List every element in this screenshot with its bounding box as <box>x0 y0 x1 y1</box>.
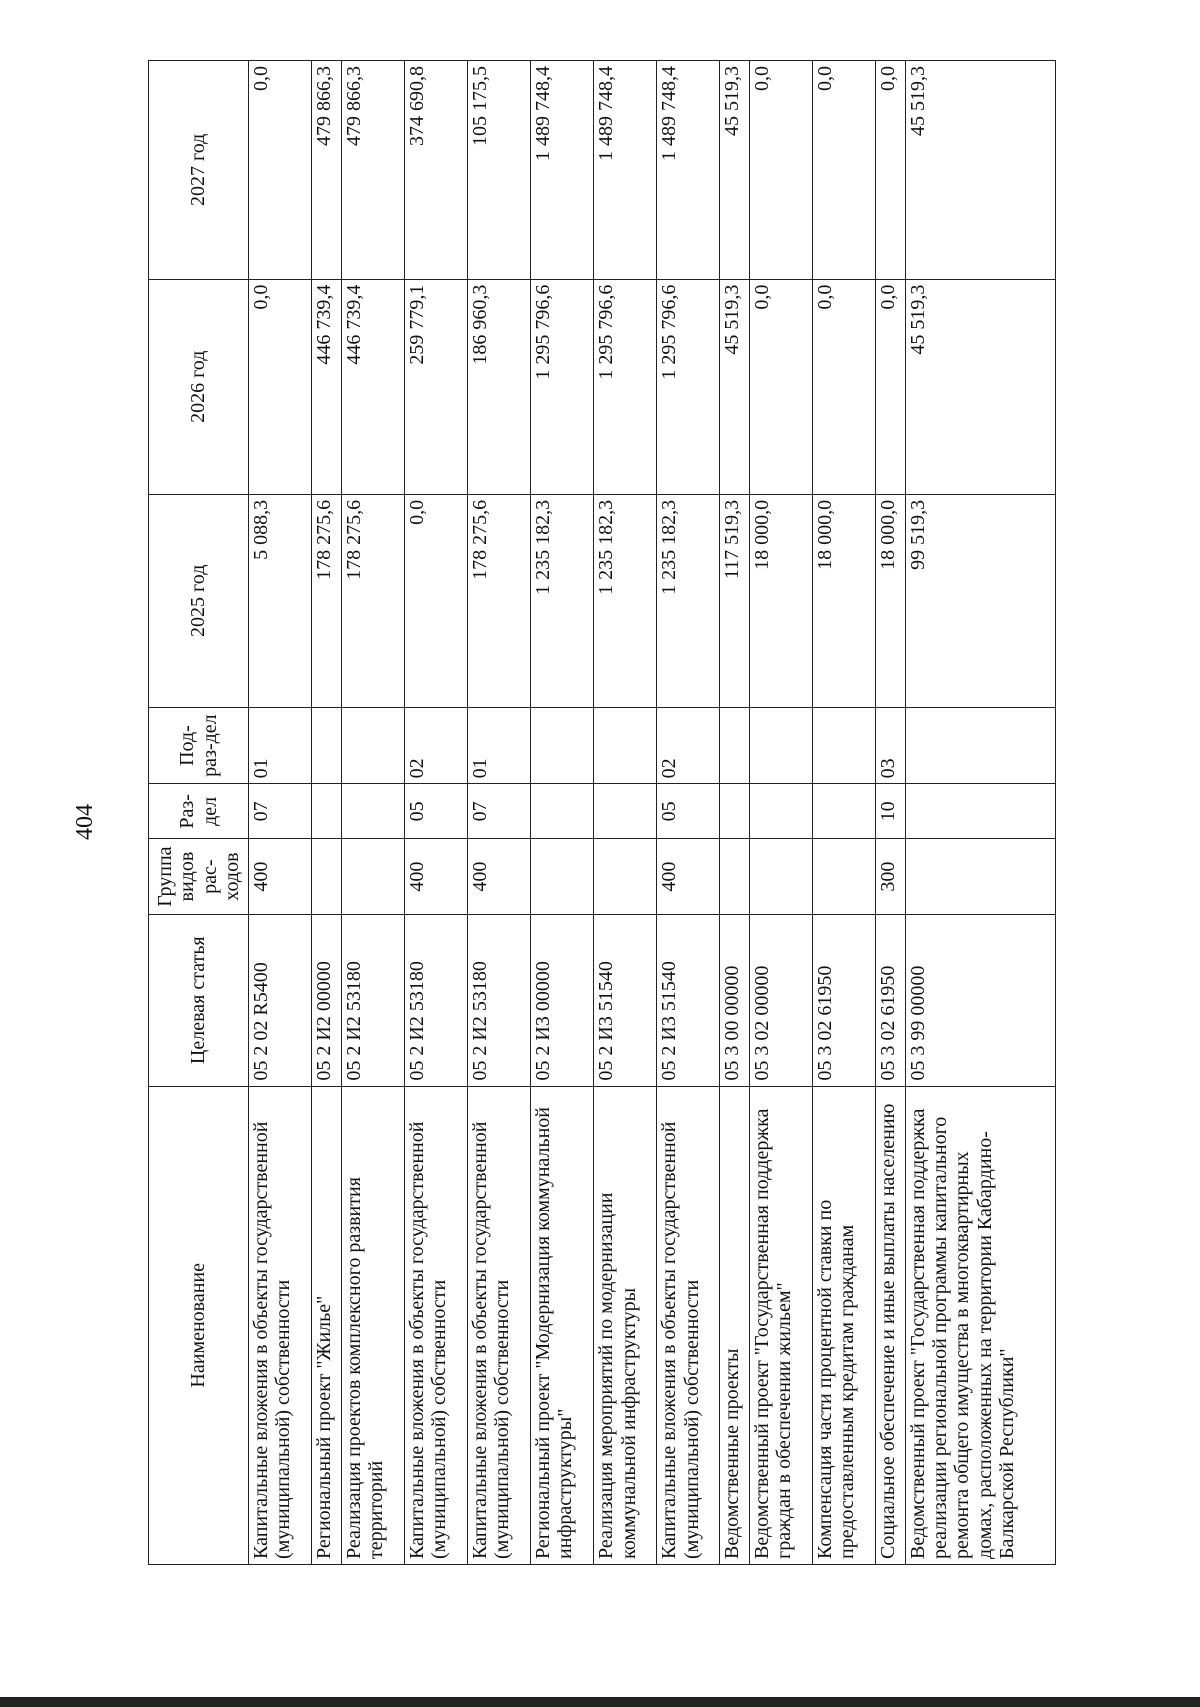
row-section <box>720 784 749 839</box>
row-section <box>531 784 594 839</box>
row-2025: 18 000,0 <box>813 494 876 707</box>
row-2027: 105 175,5 <box>467 61 530 280</box>
row-section <box>341 784 404 839</box>
row-2025: 18 000,0 <box>876 494 905 707</box>
row-2027: 1 489 748,4 <box>657 61 720 280</box>
row-2025: 1 235 182,3 <box>657 494 720 707</box>
table-row <box>749 61 812 1565</box>
row-2026: 0,0 <box>249 279 312 494</box>
row-section <box>813 784 876 839</box>
header-group: Группа видов рас-ходов <box>149 839 249 915</box>
row-subsection <box>905 707 1055 784</box>
row-subsection <box>341 707 404 784</box>
row-name: Капитальные вложения в объекты государственной (муниципальной) собственности <box>404 1086 467 1564</box>
row-section <box>905 784 1055 839</box>
row-subsection: 01 <box>249 707 312 784</box>
row-name: Компенсация части процентной ставки по предоставленным кредитам гражданам <box>813 1086 876 1564</box>
row-section: 07 <box>249 784 312 839</box>
row-group <box>312 839 341 915</box>
row-subsection <box>594 707 657 784</box>
row-article: 05 3 02 61950 <box>813 914 876 1086</box>
row-article: 05 3 99 00000 <box>905 914 1055 1086</box>
row-2026: 0,0 <box>813 279 876 494</box>
row-name: Ведомственный проект "Государственная поддержка реализации региональной программы капитального ремонта общего имущества в многоквартирных домах, расположенных на территории Кабардино-Балкарской Республики" <box>905 1086 1055 1564</box>
row-subsection: 02 <box>657 707 720 784</box>
table-row <box>531 61 594 1565</box>
row-group <box>594 839 657 915</box>
row-section: 05 <box>657 784 720 839</box>
row-2025: 99 519,3 <box>905 494 1055 707</box>
row-2025: 5 088,3 <box>249 494 312 707</box>
row-name: Ведомственный проект "Государственная поддержка граждан в обеспечении жильем" <box>749 1086 812 1564</box>
row-2026: 446 739,4 <box>341 279 404 494</box>
row-2027: 479 866,3 <box>341 61 404 280</box>
row-article: 05 3 02 00000 <box>749 914 812 1086</box>
row-subsection: 01 <box>467 707 530 784</box>
row-article: 05 2 02 R5400 <box>249 914 312 1086</box>
row-name: Капитальные вложения в объекты государственной (муниципальной) собственности <box>467 1086 530 1564</box>
row-subsection <box>749 707 812 784</box>
row-section <box>312 784 341 839</box>
row-name: Реализация проектов комплексного развития территорий <box>341 1086 404 1564</box>
page-number: 404 <box>72 804 98 840</box>
table-row <box>876 61 905 1565</box>
row-group: 300 <box>876 839 905 915</box>
row-2027: 479 866,3 <box>312 61 341 280</box>
row-2026: 45 519,3 <box>720 279 749 494</box>
row-subsection <box>720 707 749 784</box>
row-article: 05 2 И2 00000 <box>312 914 341 1086</box>
row-article: 05 2 И2 53180 <box>467 914 530 1086</box>
budget-table <box>148 60 1056 1565</box>
table-row <box>594 61 657 1565</box>
row-section: 05 <box>404 784 467 839</box>
row-group: 400 <box>467 839 530 915</box>
row-article: 05 3 02 61950 <box>876 914 905 1086</box>
row-2027: 0,0 <box>876 61 905 280</box>
row-2025: 178 275,6 <box>467 494 530 707</box>
row-2027: 0,0 <box>749 61 812 280</box>
row-2025: 18 000,0 <box>749 494 812 707</box>
row-2027: 0,0 <box>249 61 312 280</box>
table-row <box>905 61 1055 1565</box>
row-subsection <box>312 707 341 784</box>
table-row <box>657 61 720 1565</box>
row-2026: 446 739,4 <box>312 279 341 494</box>
table-row <box>813 61 876 1565</box>
header-2027: 2027 год <box>149 61 249 280</box>
row-2025: 178 275,6 <box>312 494 341 707</box>
row-section <box>594 784 657 839</box>
scan-bottom-border <box>0 1697 1200 1707</box>
row-group: 400 <box>657 839 720 915</box>
row-name: Ведомственные проекты <box>720 1086 749 1564</box>
row-2026: 0,0 <box>749 279 812 494</box>
budget-table-container <box>148 60 1056 1565</box>
row-group <box>813 839 876 915</box>
row-2027: 374 690,8 <box>404 61 467 280</box>
row-2026: 1 295 796,6 <box>594 279 657 494</box>
table-row <box>249 61 312 1565</box>
row-2027: 0,0 <box>813 61 876 280</box>
table-header-row <box>149 61 249 1565</box>
table-row <box>720 61 749 1565</box>
row-article: 05 2 И2 53180 <box>404 914 467 1086</box>
row-article: 05 2 И3 00000 <box>531 914 594 1086</box>
row-group: 400 <box>404 839 467 915</box>
row-2026: 1 295 796,6 <box>657 279 720 494</box>
row-2027: 45 519,3 <box>905 61 1055 280</box>
row-2026: 186 960,3 <box>467 279 530 494</box>
row-group <box>531 839 594 915</box>
row-subsection: 02 <box>404 707 467 784</box>
row-group <box>749 839 812 915</box>
row-2027: 1 489 748,4 <box>594 61 657 280</box>
row-2026: 0,0 <box>876 279 905 494</box>
table-row <box>404 61 467 1565</box>
table-row <box>341 61 404 1565</box>
row-group <box>720 839 749 915</box>
row-2025: 1 235 182,3 <box>594 494 657 707</box>
row-name: Капитальные вложения в объекты государственной (муниципальной) собственности <box>249 1086 312 1564</box>
row-section: 10 <box>876 784 905 839</box>
header-subsection: Под-раз-дел <box>149 707 249 784</box>
row-name: Реализация мероприятий по модернизации коммунальной инфраструктуры <box>594 1086 657 1564</box>
row-article: 05 2 И3 51540 <box>594 914 657 1086</box>
row-2025: 117 519,3 <box>720 494 749 707</box>
table-row <box>467 61 530 1565</box>
row-name: Региональный проект "Модернизация коммунальной инфраструктуры" <box>531 1086 594 1564</box>
header-2025: 2025 год <box>149 494 249 707</box>
row-name: Социальное обеспечение и иные выплаты населению <box>876 1086 905 1564</box>
row-subsection <box>531 707 594 784</box>
row-section <box>749 784 812 839</box>
row-2027: 1 489 748,4 <box>531 61 594 280</box>
row-group: 400 <box>249 839 312 915</box>
row-2026: 1 295 796,6 <box>531 279 594 494</box>
row-article: 05 3 00 00000 <box>720 914 749 1086</box>
row-subsection: 03 <box>876 707 905 784</box>
row-2025: 178 275,6 <box>341 494 404 707</box>
row-2026: 45 519,3 <box>905 279 1055 494</box>
row-2027: 45 519,3 <box>720 61 749 280</box>
header-2026: 2026 год <box>149 279 249 494</box>
row-group <box>905 839 1055 915</box>
row-2025: 1 235 182,3 <box>531 494 594 707</box>
row-group <box>341 839 404 915</box>
row-name: Региональный проект "Жилье" <box>312 1086 341 1564</box>
row-article: 05 2 И3 51540 <box>657 914 720 1086</box>
header-name: Наименование <box>149 1086 249 1564</box>
row-subsection <box>813 707 876 784</box>
row-name: Капитальные вложения в объекты государственной (муниципальной) собственности <box>657 1086 720 1564</box>
row-2026: 259 779,1 <box>404 279 467 494</box>
row-section: 07 <box>467 784 530 839</box>
row-2025: 0,0 <box>404 494 467 707</box>
row-article: 05 2 И2 53180 <box>341 914 404 1086</box>
header-section: Раз-дел <box>149 784 249 839</box>
table-row <box>312 61 341 1565</box>
header-article: Целевая статья <box>149 914 249 1086</box>
